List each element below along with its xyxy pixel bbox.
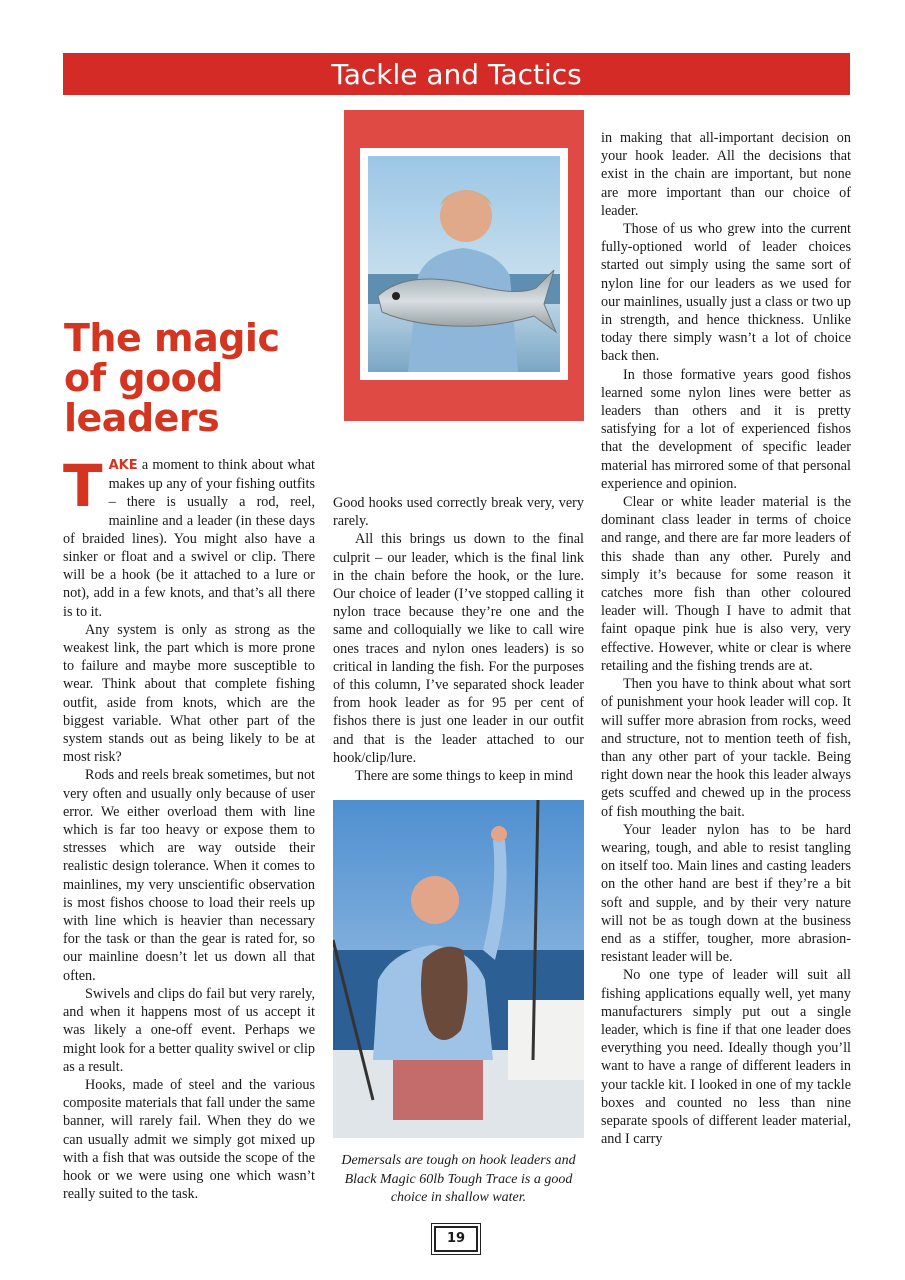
trevally-photo-frame: [344, 110, 584, 421]
paragraph: in making that all-important decision on your hook leader. All the decisions that exist in the chain are important, but none are more important than our choice of leader.: [601, 130, 851, 219]
title-line: of good: [64, 356, 223, 400]
paragraph: Those of us who grew into the current fully-optioned world of leader choices started out simply using the same sort of nylon line for our leaders as we used for our mainlines, usually just a class or two up in strength, and hence thickness. Unlike today there simply wasn’t a lot of choice back then.: [601, 221, 851, 365]
lead-paragraph: [63, 452, 315, 621]
paragraph: Rods and reels break sometimes, but not very often and usually only because of user error. We either overload them with line which is far too heavy or expose them to stresses which are way outside their realistic design tolerance. When it comes to mainlines, my very unscientific observation is most fishos choose to load their reels up with line which is heavier than necessary for the task or than the gear is rated for, so our mainline doesn’t let us down all that often.: [63, 767, 315, 984]
angler-demersal-photo: [333, 800, 584, 1138]
photo-caption: Demersals are tough on hook leaders and Black Magic 60lb Tough Trace is a good choice in shallow water.: [341, 1153, 576, 1205]
section-title: Tackle and Tactics: [331, 58, 582, 91]
article-title: [64, 318, 314, 438]
section-header: [63, 53, 850, 95]
column-3: [601, 129, 851, 1148]
paragraph: Then you have to think about what sort of punishment your hook leader will cop. It will suffer more abrasion from rocks, weed and structure, not to mention teeth of fish, than any other part of your tackle. Being right down near the hook this leader always gets scuffed and chewed up in the process of fish mouthing the bait.: [601, 676, 851, 820]
paragraph: No one type of leader will suit all fishing applications equally well, yet many manufacturers simply put out a single leader, which is fine if that one leader does everything you need. Ideally though you’ll want to have a range of different leaders in your tackle kit. I looked in one of my tackle boxes and counted no less than nine separate spools of different leader material, and I carry: [601, 967, 851, 1148]
paragraph: Good hooks used correctly break very, very rarely.: [333, 495, 584, 530]
page-number: 19: [434, 1226, 478, 1252]
paragraph: Swivels and clips do fail but very rarely, and when it happens most of us accept it was likely a one-off event. Perhaps we might look for a better quality swivel or clip as a result.: [63, 985, 315, 1075]
angler-trevally-photo: [368, 156, 560, 372]
paragraph: Any system is only as strong as the weakest link, the part which is more prone to failure and maybe more susceptible to wear. Think about that complete fishing outfit, aside from knots, which are the biggest variable. What other part of the system stands out as being likely to be at most risk?: [63, 621, 315, 766]
photo-mat: [360, 148, 568, 380]
paragraph: Hooks, made of steel and the various composite materials that fall under the same banner, will rarely fail. When they do we can usually admit we simply got mixed up with a fish that was outside the scope of the hook or we were using one which wasn’t really suited to the task.: [63, 1076, 315, 1203]
title-line: leaders: [64, 396, 220, 440]
lead-caps: AKE: [108, 458, 138, 473]
paragraph: Clear or white leader material is the dominant class leader in terms of choice and range, and there are far more leaders of this shade than any other. Purely and simply it’s because for some reason it catches more fish than other coloured leader will. Though I have to admit that faint opaque pink hue is also very, very effective. However, white or clear is where retailing and the fishing trends are at.: [601, 494, 851, 674]
column-1: [63, 452, 315, 1203]
title-line: The magic: [64, 316, 280, 360]
lead-text: a moment to think about what makes up any of your fishing outfits – there is usually a rod, reel, mainline and a leader (in these days of braided lines). You might also have a sinker or float and a swivel or clip. There will be a hook (be it attached to a lure or not), add in a few knots, and that’s all there is to it.: [63, 457, 315, 620]
paragraph: In those formative years good fishos learned some nylon lines were better as leaders than others and it is pretty satisfying for a lot of experienced fishos that the development of specific leader material has mirrored some of that personal experience and opinion.: [601, 366, 851, 492]
drop-cap: T: [63, 452, 103, 520]
column-2: [333, 494, 584, 785]
paragraph: Your leader nylon has to be hard wearing, tough, and able to resist tangling on itself too. Main lines and casting leaders on the other hand are best if they’re a bit soft and supple, and by their very nature will not be as tough down at the business end as a stiffer, tougher, more abrasion-resistant leader will be.: [601, 821, 851, 966]
paragraph: All this brings us down to the final culprit – our leader, which is the final link in the chain before the hook, or the lure. Our choice of leader (I’ve stopped calling it nylon trace because they’re one and the same and colloquially we like to call wire ones traces and nylon ones leaders) is so critical in landing the fish. For the purposes of this column, I’ve separated shock leader from hook leader as for 95 per cent of fishos there is just one leader in our outfit and that is the leader attached to our hook/clip/lure.: [333, 531, 584, 766]
paragraph: There are some things to keep in mind: [355, 768, 573, 785]
